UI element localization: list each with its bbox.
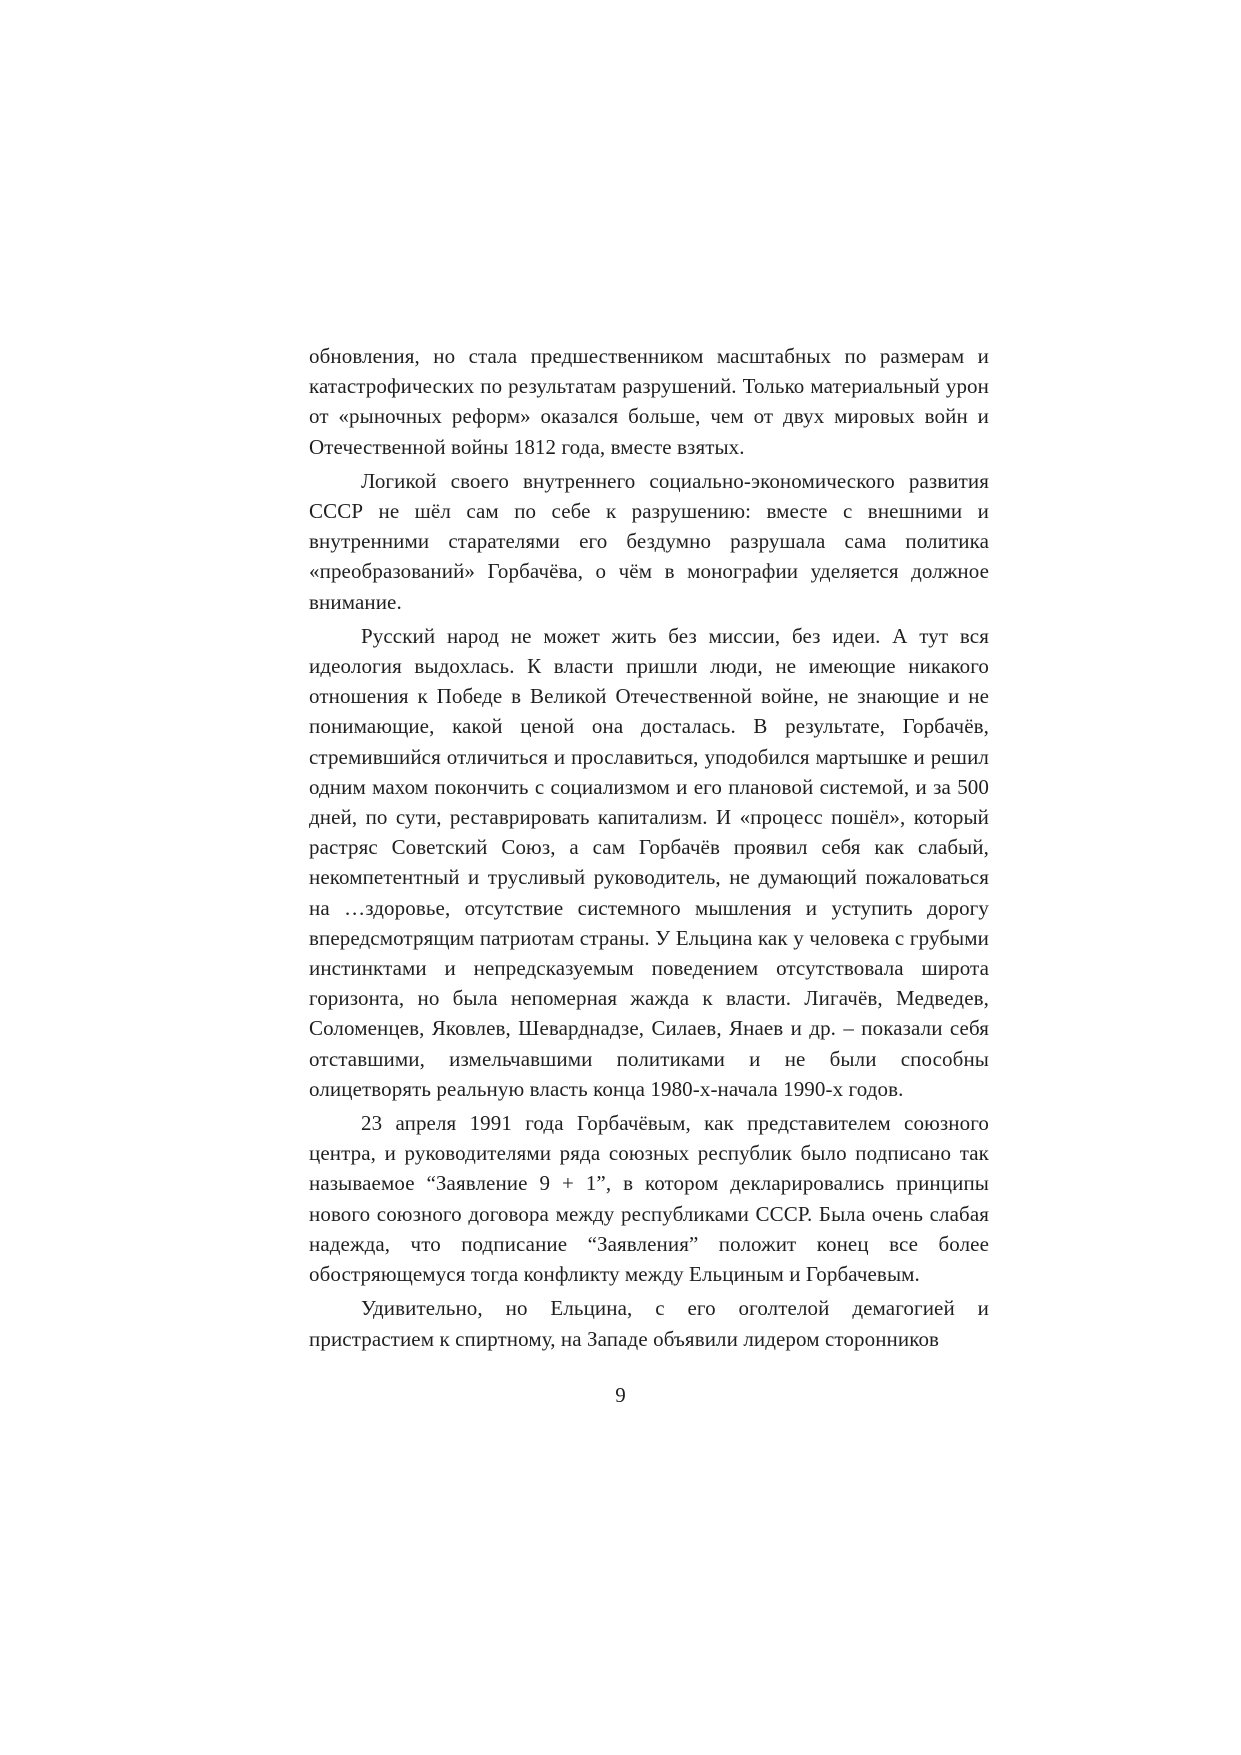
paragraph-5: Удивительно, но Ельцина, с его оголтелой демагогией и пристрастием к спиртному, на Западе объявили лидером сторонников xyxy=(309,1296,989,1351)
paragraph-1: обновления, но стала предшественником масштабных по размерам и катастрофических по результатам разрушений. Только материальный урон от «рыночных реформ» оказался больше, чем от двух мировых войн и Отечественной войны 1812 года, вместе взятых. xyxy=(309,344,989,459)
body-text xyxy=(309,341,989,1358)
paragraph-3: Русский народ не может жить без миссии, без идеи. А тут вся идеология выдохлась. К власти пришли люди, не имеющие никакого отношения к Победе в Великой Отечественной войне, не знающие и не понимающие, какой ценой она досталась. В результате, Горбачёв, стремившийся отличиться и прославиться, уподобился мартышке и решил одним махом покончить с социализмом и его плановой системой, и за 500 дней, по сути, реставрировать капитализм. И «процесс пошёл», который растряс Советский Союз, а сам Горбачёв проявил себя как слабый, некомпетентный и трусливый руководитель, не думающий пожаловаться на …здоровье, отсутствие системного мышления и уступить дорогу впередсмотрящим патриотам страны. У Ельцина как у человека с грубыми инстинктами и непредсказуемым поведением отсутствовала широта горизонта, но была непомерная жажда к власти. Лигачёв, Медведев, Соломенцев, Яковлев, Шеварднадзе, Силаев, Янаев и др. – показали себя отставшими, измельчавшими политиками и не были способны олицетворять реальную власть конца 1980-х-начала 1990-х годов. xyxy=(309,623,989,1101)
paragraph-4: 23 апреля 1991 года Горбачёвым, как представителем союзного центра, и руководителями ряда союзных республик было подписано так называемое “Заявление 9 + 1”, в котором декларировались принципы нового союзного договора между республиками СССР. Была очень слабая надежда, что подписание “Заявления” положит конец все более обостряющемуся тогда конфликту между Ельциным и Горбачевым. xyxy=(309,1111,989,1287)
paragraph-2: Логикой своего внутреннего социально-экономического развития СССР не шёл сам по себе к разрушению: вместе с внешними и внутренними старателями его бездумно разрушала сама политика «преобразований» Горбачёва, о чём в монографии уделяется должное внимание. xyxy=(309,468,989,614)
page-number: 9 xyxy=(615,1383,626,1407)
